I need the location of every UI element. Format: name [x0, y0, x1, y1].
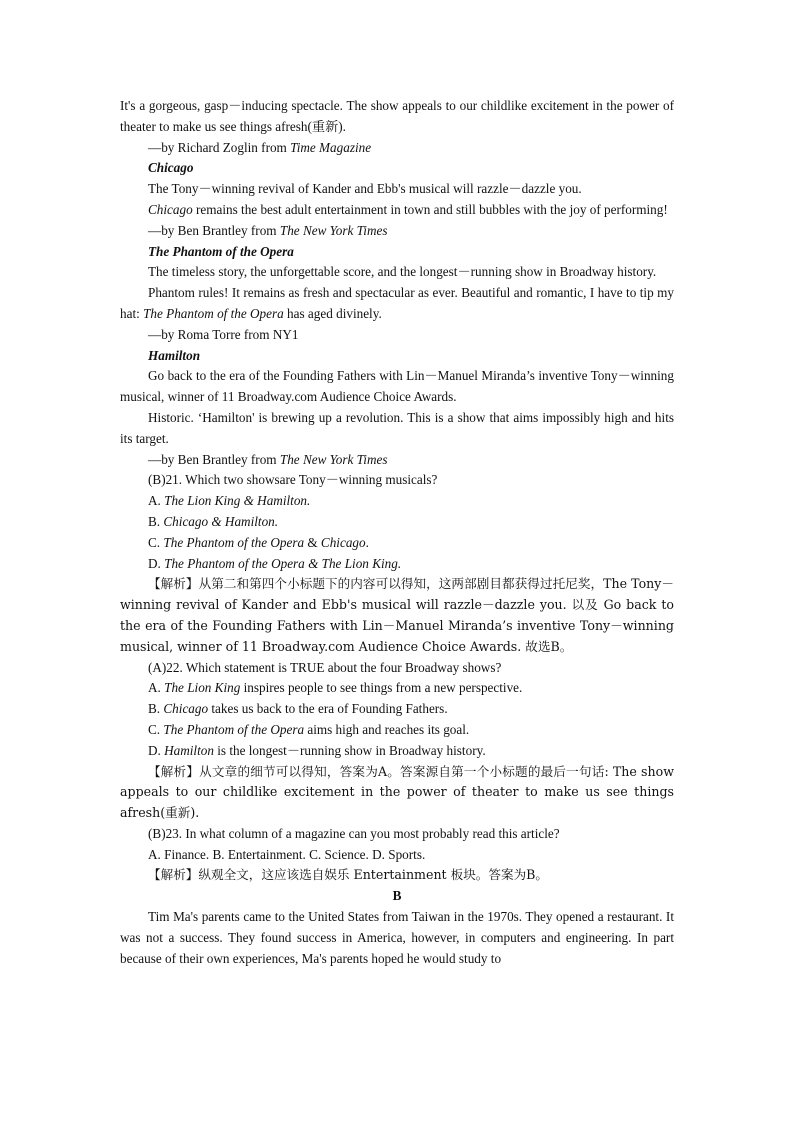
source-title: The New York Times: [279, 451, 388, 467]
q22-option-c: C. The Phantom of the Opera aims high and reaches its goal.: [148, 721, 470, 737]
hamilton-paragraph-1: Go back to the era of the Founding Fathers with Lin－Manuel Miranda’s inventive Tony－winning musical, winner of 11 Broadway.com Audience Choice Awards.: [120, 368, 674, 405]
q23-analysis: 【解析】纵观全文，这应该选自娱乐 Entertainment 板块。答案为B。: [148, 867, 549, 883]
chicago-byline: —by Ben Brantley from The New York Times: [148, 222, 388, 238]
phantom-paragraph-1: The timeless story, the unforgettable score, and the longest－running show in Broadway history.: [148, 264, 657, 280]
q21-analysis: 【解析】从第二和第四个小标题下的内容可以得知，这两部剧目都获得过托尼奖，The Tony－winning revival of Kander and Ebb's musical will razzle－dazzle you. 以及 Go back to the era of the Founding Fathers with Lin－Manuel Miranda’s inventive Tony－winning musical, winner of 11 Broadway.com Audience Choice Awards. 故选B。: [120, 576, 674, 654]
q21-option-a: A. The Lion King & Hamilton.: [148, 493, 311, 509]
question-22-stem: (A)22. Which statement is TRUE about the four Broadway shows?: [148, 659, 502, 675]
source-title: The New York Times: [279, 222, 388, 238]
q21-option-c: C. The Phantom of the Opera & Chicago.: [148, 534, 369, 550]
document-page: [120, 96, 674, 969]
section-b-heading: B: [392, 888, 402, 904]
show-heading-phantom: The Phantom of the Opera: [148, 243, 294, 259]
show-heading-chicago: Chicago: [148, 160, 194, 176]
q22-option-b: B. Chicago takes us back to the era of Founding Fathers.: [148, 701, 448, 717]
chicago-paragraph-2: Chicago remains the best adult entertainment in town and still bubbles with the joy of performing!: [148, 201, 668, 217]
question-23-stem: (B)23. In what column of a magazine can you most probably read this article?: [148, 825, 560, 841]
hamilton-paragraph-2: Historic. ‘Hamilton' is brewing up a revolution. This is a show that aims impossibly high and hits its target.: [120, 409, 674, 446]
q22-option-d: D. Hamilton is the longest－running show in Broadway history.: [148, 742, 486, 758]
q22-option-a: A. The Lion King inspires people to see things from a new perspective.: [148, 680, 523, 696]
chicago-paragraph-1: The Tony－winning revival of Kander and Ebb's musical will razzle－dazzle you.: [148, 181, 582, 197]
q21-option-d: D. The Phantom of the Opera & The Lion King.: [148, 555, 402, 571]
intro-paragraph: It's a gorgeous, gasp－inducing spectacle. The show appeals to our childlike excitement in the power of theater to make us see things afresh(重新).: [120, 98, 674, 134]
review-byline: —by Richard Zoglin from Time Magazine: [148, 139, 372, 155]
phantom-byline: —by Roma Torre from NY1: [148, 326, 299, 342]
section-b-paragraph: Tim Ma's parents came to the United States from Taiwan in the 1970s. They opened a restaurant. It was not a success. They found success in America, however, in computers and engineering. In part because of their own experiences, Ma's parents hoped he would study to: [120, 909, 674, 966]
q22-analysis: 【解析】从文章的细节可以得知，答案为A。答案源自第一个小标题的最后一句话: The show appeals to our childlike excitement in the power of theater to make us see things afresh(重新).: [120, 763, 674, 821]
phantom-paragraph-2: Phantom rules! It remains as fresh and spectacular as ever. Beautiful and romantic, I have to tip my hat: The Phantom of the Opera has aged divinely.: [120, 285, 674, 321]
question-21-stem: (B)21. Which two showsare Tony－winning musicals?: [148, 472, 438, 488]
hamilton-byline: —by Ben Brantley from The New York Times: [148, 451, 388, 467]
source-title: Time Magazine: [290, 139, 372, 155]
show-heading-hamilton: Hamilton: [148, 347, 201, 363]
q23-options: A. Finance. B. Entertainment. C. Science. D. Sports.: [148, 846, 426, 862]
q21-option-b: B. Chicago & Hamilton.: [148, 513, 279, 529]
